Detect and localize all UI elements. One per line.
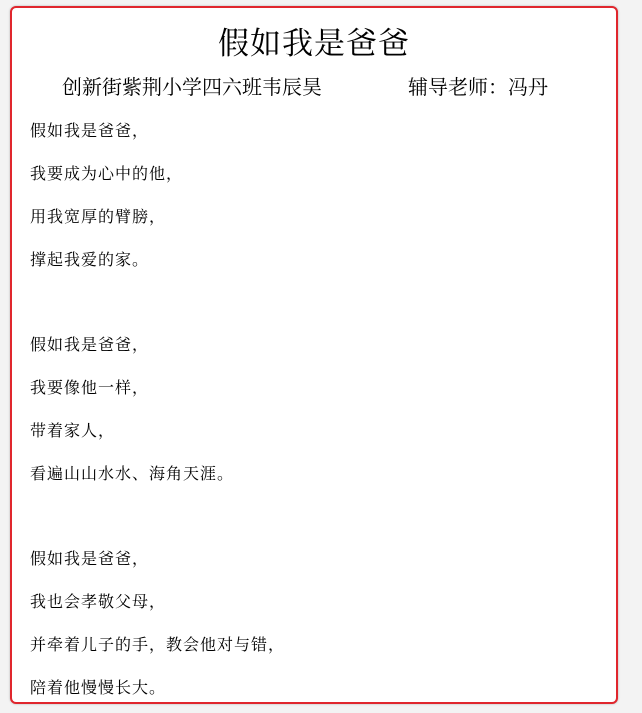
poem-line: 并牵着儿子的手，教会他对与错， — [30, 635, 286, 654]
poem-line: 我要像他一样， — [30, 378, 150, 397]
poem-line: 假如我是爸爸， — [30, 335, 150, 354]
poem-line: 陪着他慢慢长大。 — [30, 678, 167, 697]
poem-line: 用我宽厚的臂膀， — [30, 207, 167, 226]
poem-line: 假如我是爸爸， — [30, 549, 150, 568]
poem-document — [10, 6, 618, 704]
poem-line: 我也会孝敬父母， — [30, 592, 167, 611]
poem-line: 我要成为心中的他， — [30, 164, 184, 183]
byline — [62, 71, 548, 100]
author-line: 创新街紫荆小学四六班韦辰昊 — [62, 75, 322, 99]
poem-line: 带着家人， — [30, 421, 116, 440]
poem-line: 撑起我爱的家。 — [30, 250, 150, 269]
poem-line: 看遍山山水水、海角天涯。 — [30, 464, 235, 483]
poem-title: 假如我是爸爸 — [218, 26, 410, 62]
teacher-line: 辅导老师：冯丹 — [408, 75, 548, 99]
poem-line: 假如我是爸爸， — [30, 121, 150, 140]
